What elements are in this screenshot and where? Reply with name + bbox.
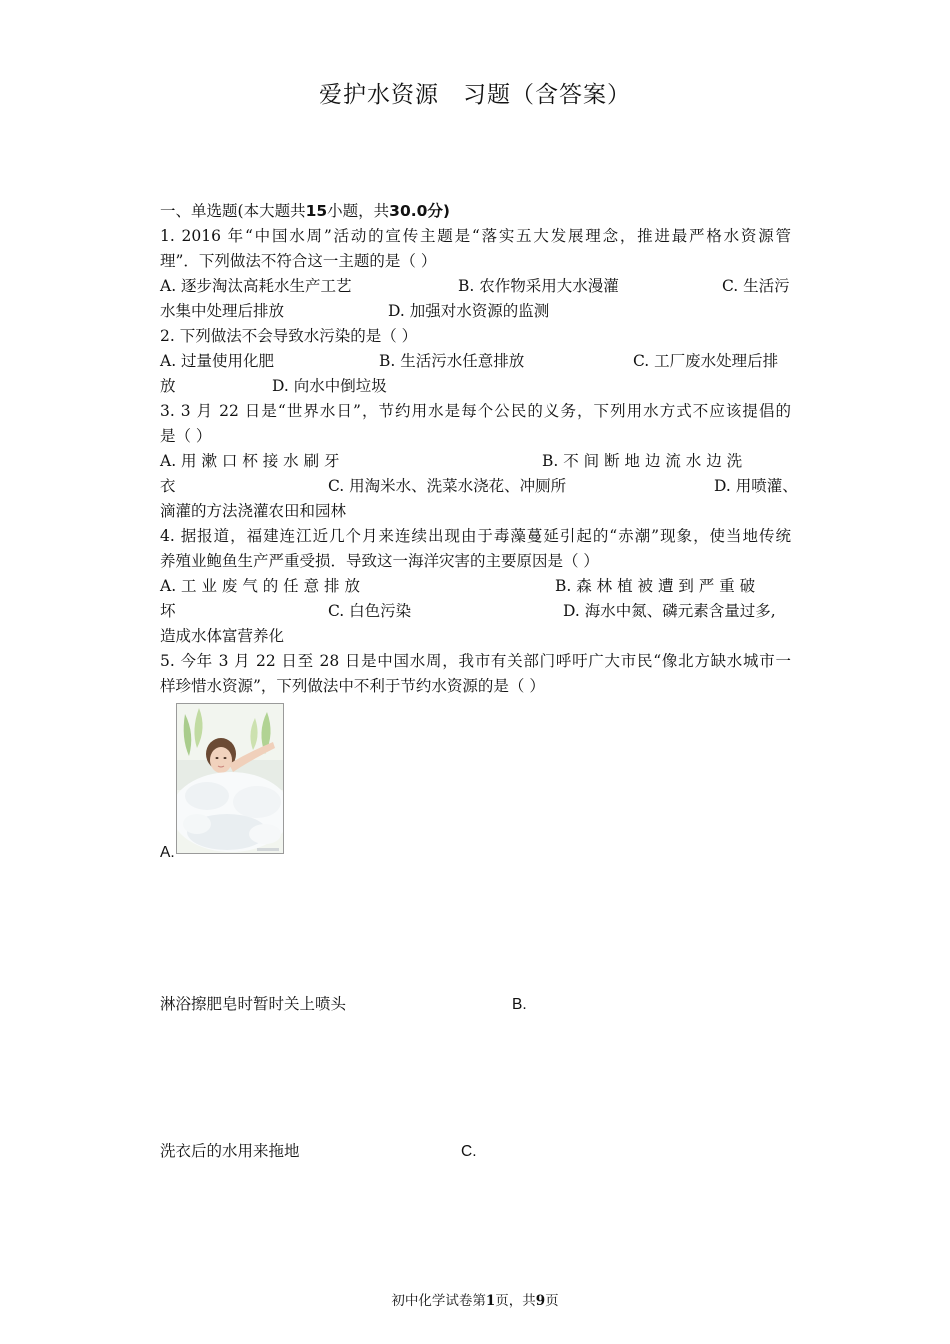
question-5-stem: 5. 今年 3 月 22 日至 28 日是中国水周，我市有关部门呼吁广大市民“像北方缺水城市一	[160, 652, 791, 670]
question-1-option-d: D. 加强对水资源的监测	[388, 302, 550, 320]
question-4-stem-cont: 养殖业鲍鱼生产严重受损．导致这一海洋灾害的主要原因是（ ）	[160, 552, 599, 570]
section-heading: 一、单选题(本大题共15小题，共30.0分)	[160, 202, 451, 220]
question-1-option-a: A. 逐步淘汰高耗水生产工艺	[160, 277, 352, 295]
question-1-option-c-cont: 水集中处理后排放	[160, 302, 285, 320]
question-4-option-c: C. 白色污染	[328, 602, 412, 620]
question-3-option-d: D. 用喷灌、	[714, 477, 798, 495]
question-3-option-d-cont: 滴灌的方法浇灌农田和园林	[160, 502, 347, 520]
question-3-stem: 3. 3 月 22 日是“世界水日”，节约用水是每个公民的义务，下列用水方式不应该提倡的	[160, 402, 791, 420]
title-sub: 习题（含答案）	[463, 82, 631, 108]
question-2-option-c: C. 工厂废水处理后排	[633, 352, 779, 370]
question-5-stem-cont: 样珍惜水资源”，下列做法中不利于节约水资源的是（ ）	[160, 677, 545, 695]
shower-photo-illustration	[177, 704, 284, 854]
question-2-stem: 2. 下列做法不会导致水污染的是（ ）	[160, 327, 418, 345]
question-4-option-b-cont: 坏	[160, 602, 176, 620]
footer-page-number: 1	[485, 1293, 496, 1309]
document-title	[0, 76, 950, 109]
title-main: 爱护水资源	[319, 82, 439, 108]
question-3-option-a: A. 用 漱 口 杯 接 水 刷 牙	[160, 452, 340, 470]
question-2-option-d: D. 向水中倒垃圾	[272, 377, 387, 395]
question-1-option-b: B. 农作物采用大水漫灌	[458, 277, 619, 295]
question-3-option-b: B. 不 间 断 地 边 流 水 边 洗	[542, 452, 743, 470]
footer-total-pages: 9	[535, 1293, 546, 1309]
question-3-option-c: C. 用淘米水、洗菜水浇花、冲厕所	[328, 477, 567, 495]
shower-photo	[176, 703, 284, 854]
question-4-option-d-cont: 造成水体富营养化	[160, 627, 285, 645]
question-5-option-c-label: C.	[461, 1143, 477, 1160]
question-4-option-b: B. 森 林 植 被 遭 到 严 重 破	[555, 577, 756, 595]
question-3-stem-cont: 是（ ）	[160, 427, 212, 445]
question-2-option-c-cont: 放	[160, 377, 176, 395]
question-5-option-a-label: A.	[160, 844, 175, 861]
question-1-stem: 1. 2016 年“中国水周”活动的宣传主题是“落实五大发展理念，推进最严格水资源管	[160, 227, 791, 245]
question-5-option-a-text: 淋浴擦肥皂时暂时关上喷头	[160, 995, 347, 1013]
question-4-option-a: A. 工 业 废 气 的 任 意 排 放	[160, 577, 360, 595]
question-1-option-c: C. 生活污	[722, 277, 790, 295]
question-5-option-b-text: 洗衣后的水用来拖地	[160, 1142, 300, 1160]
question-4-stem: 4. 据报道，福建连江近几个月来连续出现由于毒藻蔓延引起的“赤潮”现象，使当地传统	[160, 527, 791, 545]
question-5-option-b-label: B.	[512, 996, 527, 1013]
question-1-stem-cont: 理”．下列做法不符合这一主题的是（ ）	[160, 252, 437, 270]
question-2-option-b: B. 生活污水任意排放	[379, 352, 525, 370]
question-4-option-d: D. 海水中氮、磷元素含量过多,	[563, 602, 776, 620]
question-3-option-b-cont: 衣	[160, 477, 176, 495]
page-footer: 初中化学试卷第1页，共9页	[391, 1293, 559, 1309]
question-2-option-a: A. 过量使用化肥	[160, 352, 275, 370]
